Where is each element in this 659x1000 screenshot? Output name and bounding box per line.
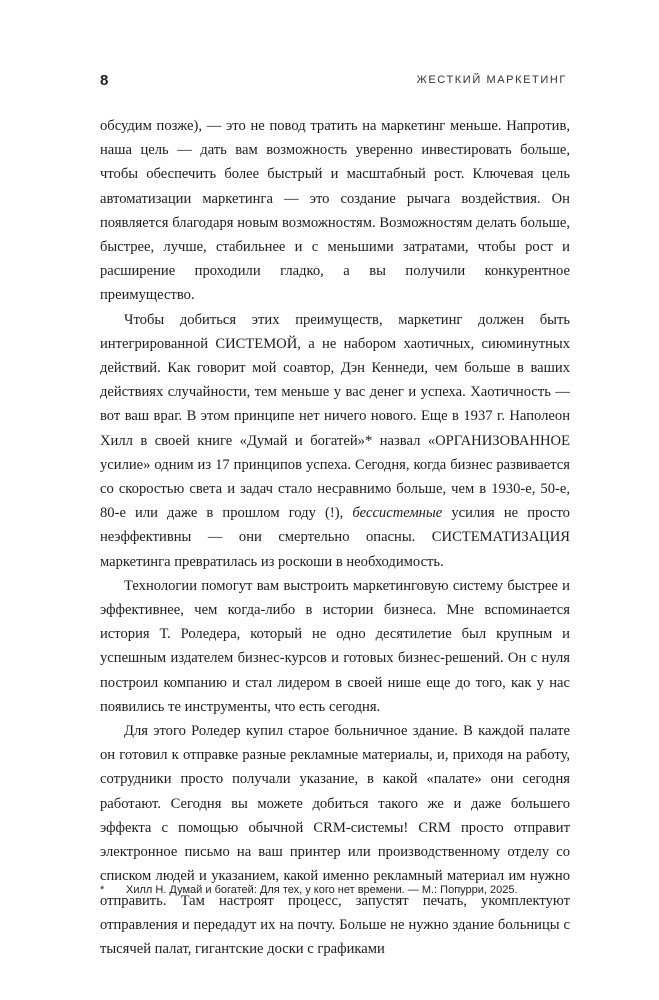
paragraph-2 <box>100 308 570 574</box>
paragraph-2-text-a: Чтобы добиться этих преимуществ, маркетинг должен быть интегрированной СИСТЕМОЙ, а не набором хаотичных, сиюминутных действий. Как говорит мой соавтор, Дэн Кеннеди, чем больше в ваших действиях случайности, тем меньше у вас денег и успеха. Хаотичность — вот ваш враг. В этом принципе нет ничего нового. Еще в 1937 г. Наполеон Хилл в своей книге «Думай и богатей»* назвал «ОРГАНИЗОВАННОЕ усилие» одним из 17 принципов успеха. Сегодня, когда бизнес развивается со скоростью света и задач стало несравнимо больше, чем в 1930-е, 50-е, 80-е или даже в прошлом году (!), <box>100 311 570 522</box>
footnote-mark: * <box>100 884 105 896</box>
paragraph-2-emphasis: бессистемные <box>352 505 443 522</box>
paragraph-4: Для этого Роледер купил старое больничное здание. В каждой палате он готовил к отправке разные рекламные материалы, и, приходя на работу, сотрудники просто получали указание, в какой «палате» они сегодня работают. Сегодня вы можете добиться такого же и даже большего эффекта с помощью обычной CRM-системы! CRM просто отправит электронное письмо на ваш принтер или производственному отделу со списком людей и указанием, какой именно рекламный материал им нужно отправить. Там настроят процесс, запустят печать, укомплектуют отправления и передадут их на почту. Больше не нужно здание больницы с тысячей палат, гигантские доски с графиками <box>100 723 570 957</box>
footnote <box>100 883 570 898</box>
paragraph-1: обсудим позже), — это не повод тратить на маркетинг меньше. Напротив, наша цель — дать вам возможность уверенно инвестировать больше, чтобы обеспечить более быстрый и масштабный рост. Ключевая цель автоматизации маркетинга — это создание рычага воздействия. Он появляется благодаря новым возможностям. Возможностям делать больше, быстрее, лучше, стабильнее и с меньшими затратами, чтобы рост и расширение проходили гладко, а вы получили конкурентное преимущество. <box>100 118 570 304</box>
footnote-text: Хилл Н. Думай и богатей: Для тех, у кого нет времени. — М.: Попурри, 2025. <box>126 884 518 896</box>
paragraph-3: Технологии помогут вам выстроить маркетинговую систему быстрее и эффективнее, чем когда-либо в истории бизнеса. Мне вспоминается история Т. Роледера, который не одно десятилетие был крупным и успешным издателем бизнес-курсов и готовых бизнес-решений. Он с нуля построил компанию и стал лидером в своей нише еще до того, как у нас появились те инструменты, что есть сегодня. <box>100 577 570 715</box>
running-head: ЖЕСТКИЙ МАРКЕТИНГ <box>416 74 567 86</box>
body-text <box>100 114 570 961</box>
paragraph-2-text-b: усилия не просто неэффективны — они смертельно опасны. СИСТЕМАТИЗАЦИЯ маркетинга превратилась из роскоши в необходимость. <box>100 505 570 570</box>
page-number: 8 <box>100 72 109 89</box>
